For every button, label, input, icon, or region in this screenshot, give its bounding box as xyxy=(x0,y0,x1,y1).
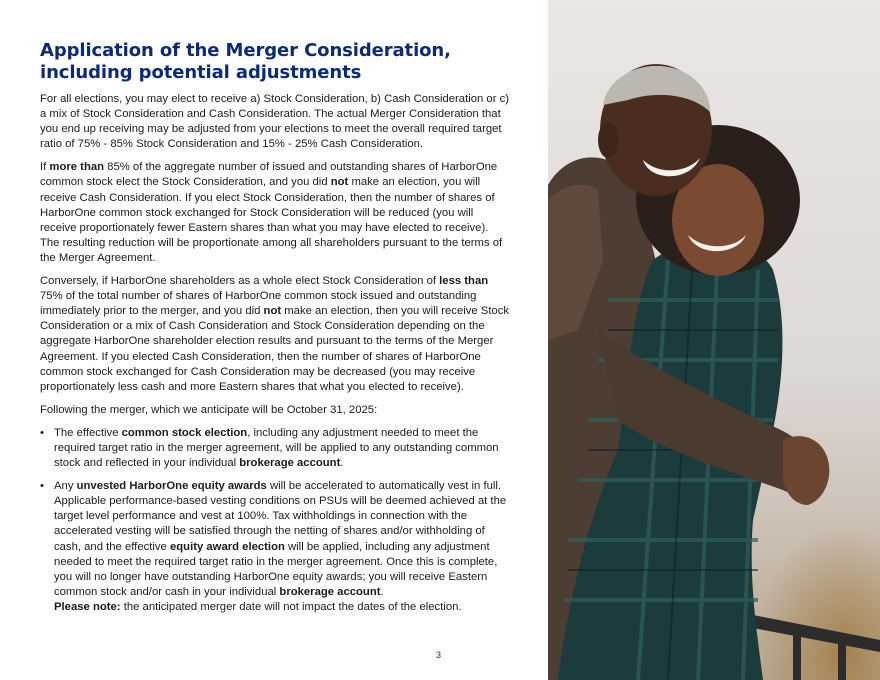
note-text: the anticipated merger date will not impact the dates of the election. xyxy=(120,600,462,613)
paragraph-more-than: If more than 85% of the aggregate number of issued and outstanding shares of HarborOne common stock elect the Stock Consideration, and you did not make an election, you will receive Cash Consideration. If you elect Stock Consideration, then the number of shares of HarborOne common stock exchanged for Stock Consideration will be reduced (you will receive proportionately fewer Eastern shares than what you may have elected to receive). The resulting reduction will be proportionate among all shareholders pursuant to the terms of the Merger Agreement. xyxy=(40,161,503,264)
paragraph-less-than: Conversely, if HarborOne shareholders as a whole elect Stock Consideration of less than 75% of the total number of shares of HarborOne common stock issued and outstanding immediately prior to the merger, and you did not make an election, then you will receive Stock Consideration or a mix of Cash Consideration and Stock Consideration depending on the aggregate HarborOne shareholder election results and pursuant to the terms of the Merger Agreement. If you elected Cash Consideration, then the number of shares of HarborOne common stock exchanged for Cash Consideration may be decreased (you may receive proportionately less cash and more Eastern shares that what you elected to receive). xyxy=(40,275,510,393)
bullet-icon: • xyxy=(40,480,44,493)
paragraph-elections: For all elections, you may elect to receive a) Stock Consideration, b) Cash Consideration or c) a mix of Stock Consideration and Cash Consideration. The actual Merger Consideration that you end up receiving may be adjusted from your elections to meet the overall required target ratio of 75% - 85% Stock Consideration and 15% - 25% Cash Consideration. xyxy=(40,93,510,151)
bullet-icon: • xyxy=(40,426,44,439)
couple-photo xyxy=(548,0,880,680)
text-column xyxy=(40,40,510,623)
note-label: Please note: xyxy=(54,600,121,613)
list-item-common-stock: • The effective common stock election, including any adjustment needed to meet the required target ratio in the merger agreement, will be applied to any outstanding common stock and reflected in your individual brokerage account. xyxy=(40,426,499,470)
page-number: 3 xyxy=(436,650,442,660)
list-item-equity-awards: • Any unvested HarborOne equity awards will be accelerated to automatically vest in full. Applicable performance-based vesting conditions on PSUs will be deemed achieved at the target level performance and vest at 100%. Tax withholdings in connection with the accelerated vesting will be satisfied through the netting of shares and/or withholding of cash, and the effective equity award election will be applied, including any adjustment needed to meet the required target ratio in the merger agreement. Once this is complete, you will no longer have outstanding HarborOne equity awards; you will receive Eastern common stock and/or cash in your individual brokerage account. Please note: the anticipated merger date will not impact the dates of the election. xyxy=(40,480,507,613)
paragraph-following-merger: Following the merger, which we anticipate will be October 31, 2025: xyxy=(40,403,378,416)
page-title: Application of the Merger Consideration, including potential adjustments xyxy=(40,40,451,83)
bullet-list xyxy=(40,426,510,615)
